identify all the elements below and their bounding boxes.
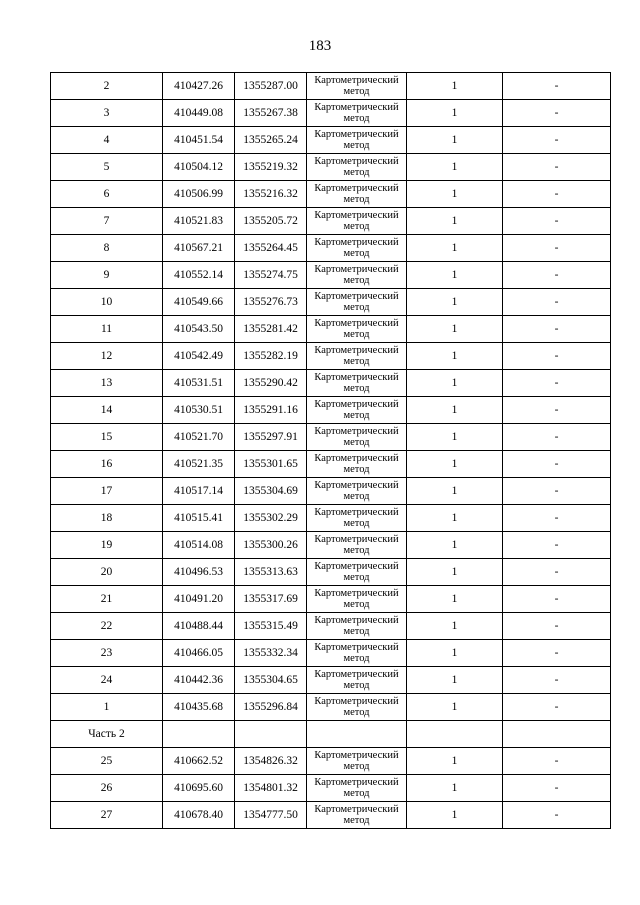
method-line-1: Картометрический [314, 534, 399, 545]
point-number-cell: 23 [51, 640, 163, 667]
method-cell [307, 208, 407, 235]
accuracy-cell: 1 [407, 694, 503, 721]
table-row [51, 559, 611, 586]
y-coordinate-cell: 1355304.65 [235, 667, 307, 694]
accuracy-cell: 1 [407, 532, 503, 559]
accuracy-cell: 1 [407, 586, 503, 613]
y-coordinate-cell: 1355219.32 [235, 154, 307, 181]
method-line-1: Картометрический [314, 237, 399, 248]
point-number-cell: 3 [51, 100, 163, 127]
point-number-cell: 20 [51, 559, 163, 586]
note-cell: - [503, 613, 611, 640]
x-coordinate-cell: 410678.40 [163, 802, 235, 829]
x-coordinate-cell: 410435.68 [163, 694, 235, 721]
table-row [51, 802, 611, 829]
table-row [51, 451, 611, 478]
note-cell: - [503, 154, 611, 181]
accuracy-cell: 1 [407, 127, 503, 154]
y-coordinate-cell: 1355274.75 [235, 262, 307, 289]
point-number-cell: 6 [51, 181, 163, 208]
point-number-cell: 11 [51, 316, 163, 343]
x-coordinate-cell: 410543.50 [163, 316, 235, 343]
table-row [51, 370, 611, 397]
method-line-1: Картометрический [314, 372, 399, 383]
accuracy-cell: 1 [407, 289, 503, 316]
point-number-cell: 25 [51, 748, 163, 775]
note-cell: - [503, 478, 611, 505]
table-row [51, 532, 611, 559]
method-line-2: метод [343, 788, 370, 799]
y-coordinate-cell: 1355265.24 [235, 127, 307, 154]
method-line-2: метод [343, 167, 370, 178]
x-coordinate-cell: 410506.99 [163, 181, 235, 208]
note-cell: - [503, 586, 611, 613]
method-line-1: Картометрический [314, 561, 399, 572]
table-row [51, 586, 611, 613]
y-coordinate-cell: 1355290.42 [235, 370, 307, 397]
x-coordinate-cell: 410695.60 [163, 775, 235, 802]
method-line-1: Картометрический [314, 777, 399, 788]
y-coordinate-cell: 1355313.63 [235, 559, 307, 586]
x-coordinate-cell: 410466.05 [163, 640, 235, 667]
table-row [51, 73, 611, 100]
point-number-cell: 27 [51, 802, 163, 829]
page-number: 183 [308, 38, 332, 54]
method-cell [307, 802, 407, 829]
table-row [51, 316, 611, 343]
note-cell: - [503, 127, 611, 154]
method-line-2: метод [343, 518, 370, 529]
method-cell [307, 478, 407, 505]
part-label-cell: Часть 2 [51, 721, 163, 748]
y-coordinate-cell: 1354826.32 [235, 748, 307, 775]
x-coordinate-cell: 410549.66 [163, 289, 235, 316]
method-cell [307, 235, 407, 262]
y-coordinate-cell: 1355301.65 [235, 451, 307, 478]
method-cell [307, 586, 407, 613]
method-cell [307, 127, 407, 154]
y-coordinate-cell: 1355296.84 [235, 694, 307, 721]
table-row [51, 154, 611, 181]
x-coordinate-cell: 410491.20 [163, 586, 235, 613]
accuracy-cell: 1 [407, 802, 503, 829]
method-line-1: Картометрический [314, 102, 399, 113]
accuracy-cell: 1 [407, 424, 503, 451]
method-line-2: метод [343, 680, 370, 691]
y-coordinate-cell: 1355287.00 [235, 73, 307, 100]
coordinates-table-body [51, 73, 611, 829]
method-cell [307, 316, 407, 343]
x-coordinate-cell: 410442.36 [163, 667, 235, 694]
method-line-1: Картометрический [314, 264, 399, 275]
method-cell [307, 100, 407, 127]
table-row [51, 208, 611, 235]
y-coordinate-cell: 1355304.69 [235, 478, 307, 505]
method-line-2: метод [343, 329, 370, 340]
note-cell: - [503, 208, 611, 235]
x-coordinate-cell: 410514.08 [163, 532, 235, 559]
method-line-1: Картометрический [314, 615, 399, 626]
table-row [51, 613, 611, 640]
method-cell [307, 505, 407, 532]
x-coordinate-cell: 410552.14 [163, 262, 235, 289]
note-cell: - [503, 316, 611, 343]
x-coordinate-cell: 410517.14 [163, 478, 235, 505]
accuracy-cell: 1 [407, 208, 503, 235]
accuracy-cell: 1 [407, 505, 503, 532]
method-line-2: метод [343, 653, 370, 664]
method-line-2: метод [343, 410, 370, 421]
point-number-cell: 19 [51, 532, 163, 559]
note-cell: - [503, 181, 611, 208]
method-cell [307, 532, 407, 559]
y-coordinate-cell: 1355267.38 [235, 100, 307, 127]
method-line-2: метод [343, 275, 370, 286]
method-cell [307, 397, 407, 424]
y-coordinate-cell: 1354777.50 [235, 802, 307, 829]
method-line-2: метод [343, 86, 370, 97]
method-line-1: Картометрический [314, 183, 399, 194]
method-line-1: Картометрический [314, 480, 399, 491]
method-cell [307, 748, 407, 775]
note-cell: - [503, 235, 611, 262]
y-coordinate-cell: 1355205.72 [235, 208, 307, 235]
method-line-2: метод [343, 194, 370, 205]
method-line-2: метод [343, 221, 370, 232]
accuracy-cell: 1 [407, 154, 503, 181]
table-row [51, 181, 611, 208]
point-number-cell: 1 [51, 694, 163, 721]
y-coordinate-cell: 1354801.32 [235, 775, 307, 802]
method-cell [307, 262, 407, 289]
accuracy-cell: 1 [407, 370, 503, 397]
x-coordinate-cell: 410427.26 [163, 73, 235, 100]
empty-cell [307, 721, 407, 748]
method-line-1: Картометрический [314, 318, 399, 329]
method-line-2: метод [343, 437, 370, 448]
note-cell: - [503, 397, 611, 424]
point-number-cell: 2 [51, 73, 163, 100]
method-cell [307, 451, 407, 478]
accuracy-cell: 1 [407, 181, 503, 208]
x-coordinate-cell: 410504.12 [163, 154, 235, 181]
method-line-1: Картометрический [314, 750, 399, 761]
y-coordinate-cell: 1355276.73 [235, 289, 307, 316]
method-line-2: метод [343, 140, 370, 151]
x-coordinate-cell: 410531.51 [163, 370, 235, 397]
note-cell: - [503, 289, 611, 316]
method-line-2: метод [343, 707, 370, 718]
method-cell [307, 775, 407, 802]
note-cell: - [503, 262, 611, 289]
point-number-cell: 15 [51, 424, 163, 451]
method-cell [307, 181, 407, 208]
table-row [51, 100, 611, 127]
empty-cell [503, 721, 611, 748]
x-coordinate-cell: 410567.21 [163, 235, 235, 262]
y-coordinate-cell: 1355315.49 [235, 613, 307, 640]
table-row [51, 748, 611, 775]
point-number-cell: 13 [51, 370, 163, 397]
point-number-cell: 21 [51, 586, 163, 613]
method-cell [307, 343, 407, 370]
method-line-1: Картометрический [314, 804, 399, 815]
y-coordinate-cell: 1355281.42 [235, 316, 307, 343]
method-cell [307, 370, 407, 397]
method-line-2: метод [343, 572, 370, 583]
table-row [51, 262, 611, 289]
note-cell: - [503, 451, 611, 478]
note-cell: - [503, 802, 611, 829]
method-line-1: Картометрический [314, 669, 399, 680]
method-line-2: метод [343, 626, 370, 637]
point-number-cell: 18 [51, 505, 163, 532]
method-line-2: метод [343, 248, 370, 259]
method-cell [307, 667, 407, 694]
method-cell [307, 694, 407, 721]
table-row [51, 289, 611, 316]
point-number-cell: 5 [51, 154, 163, 181]
method-line-1: Картометрический [314, 75, 399, 86]
accuracy-cell: 1 [407, 559, 503, 586]
method-line-2: метод [343, 599, 370, 610]
method-line-1: Картометрический [314, 453, 399, 464]
note-cell: - [503, 370, 611, 397]
method-line-2: метод [343, 491, 370, 502]
x-coordinate-cell: 410515.41 [163, 505, 235, 532]
note-cell: - [503, 667, 611, 694]
point-number-cell: 17 [51, 478, 163, 505]
x-coordinate-cell: 410496.53 [163, 559, 235, 586]
x-coordinate-cell: 410521.70 [163, 424, 235, 451]
y-coordinate-cell: 1355300.26 [235, 532, 307, 559]
method-line-2: метод [343, 302, 370, 313]
table-row [51, 397, 611, 424]
method-line-1: Картометрический [314, 156, 399, 167]
point-number-cell: 7 [51, 208, 163, 235]
x-coordinate-cell: 410449.08 [163, 100, 235, 127]
method-line-2: метод [343, 464, 370, 475]
point-number-cell: 14 [51, 397, 163, 424]
method-line-2: метод [343, 761, 370, 772]
method-line-1: Картометрический [314, 507, 399, 518]
method-line-1: Картометрический [314, 696, 399, 707]
empty-cell [235, 721, 307, 748]
point-number-cell: 9 [51, 262, 163, 289]
accuracy-cell: 1 [407, 316, 503, 343]
table-row [51, 694, 611, 721]
y-coordinate-cell: 1355291.16 [235, 397, 307, 424]
accuracy-cell: 1 [407, 73, 503, 100]
method-line-1: Картометрический [314, 399, 399, 410]
x-coordinate-cell: 410488.44 [163, 613, 235, 640]
x-coordinate-cell: 410521.35 [163, 451, 235, 478]
coordinates-table [50, 72, 611, 829]
method-cell [307, 640, 407, 667]
method-cell [307, 73, 407, 100]
empty-cell [163, 721, 235, 748]
accuracy-cell: 1 [407, 343, 503, 370]
point-number-cell: 24 [51, 667, 163, 694]
x-coordinate-cell: 410521.83 [163, 208, 235, 235]
method-line-1: Картометрический [314, 291, 399, 302]
method-line-2: метод [343, 356, 370, 367]
accuracy-cell: 1 [407, 613, 503, 640]
accuracy-cell: 1 [407, 100, 503, 127]
y-coordinate-cell: 1355297.91 [235, 424, 307, 451]
method-cell [307, 154, 407, 181]
method-cell [307, 559, 407, 586]
x-coordinate-cell: 410451.54 [163, 127, 235, 154]
method-line-2: метод [343, 545, 370, 556]
method-line-2: метод [343, 113, 370, 124]
accuracy-cell: 1 [407, 262, 503, 289]
accuracy-cell: 1 [407, 640, 503, 667]
note-cell: - [503, 532, 611, 559]
note-cell: - [503, 748, 611, 775]
method-line-2: метод [343, 815, 370, 826]
y-coordinate-cell: 1355282.19 [235, 343, 307, 370]
method-line-1: Картометрический [314, 210, 399, 221]
note-cell: - [503, 559, 611, 586]
table-row [51, 343, 611, 370]
note-cell: - [503, 73, 611, 100]
y-coordinate-cell: 1355332.34 [235, 640, 307, 667]
table-row [51, 424, 611, 451]
method-cell [307, 613, 407, 640]
y-coordinate-cell: 1355264.45 [235, 235, 307, 262]
note-cell: - [503, 694, 611, 721]
point-number-cell: 12 [51, 343, 163, 370]
point-number-cell: 10 [51, 289, 163, 316]
note-cell: - [503, 100, 611, 127]
method-cell [307, 289, 407, 316]
note-cell: - [503, 343, 611, 370]
note-cell: - [503, 775, 611, 802]
method-line-1: Картометрический [314, 129, 399, 140]
note-cell: - [503, 424, 611, 451]
accuracy-cell: 1 [407, 748, 503, 775]
table-row [51, 127, 611, 154]
table-row [51, 667, 611, 694]
method-cell [307, 424, 407, 451]
table-row [51, 775, 611, 802]
note-cell: - [503, 640, 611, 667]
part-header-row [51, 721, 611, 748]
point-number-cell: 22 [51, 613, 163, 640]
accuracy-cell: 1 [407, 235, 503, 262]
x-coordinate-cell: 410542.49 [163, 343, 235, 370]
accuracy-cell: 1 [407, 397, 503, 424]
method-line-1: Картометрический [314, 642, 399, 653]
point-number-cell: 8 [51, 235, 163, 262]
x-coordinate-cell: 410662.52 [163, 748, 235, 775]
method-line-1: Картометрический [314, 426, 399, 437]
empty-cell [407, 721, 503, 748]
accuracy-cell: 1 [407, 451, 503, 478]
accuracy-cell: 1 [407, 775, 503, 802]
method-line-1: Картометрический [314, 588, 399, 599]
y-coordinate-cell: 1355317.69 [235, 586, 307, 613]
note-cell: - [503, 505, 611, 532]
accuracy-cell: 1 [407, 478, 503, 505]
y-coordinate-cell: 1355216.32 [235, 181, 307, 208]
table-row [51, 640, 611, 667]
y-coordinate-cell: 1355302.29 [235, 505, 307, 532]
x-coordinate-cell: 410530.51 [163, 397, 235, 424]
table-row [51, 235, 611, 262]
table-row [51, 478, 611, 505]
point-number-cell: 16 [51, 451, 163, 478]
table-row [51, 505, 611, 532]
point-number-cell: 26 [51, 775, 163, 802]
point-number-cell: 4 [51, 127, 163, 154]
accuracy-cell: 1 [407, 667, 503, 694]
method-line-1: Картометрический [314, 345, 399, 356]
method-line-2: метод [343, 383, 370, 394]
